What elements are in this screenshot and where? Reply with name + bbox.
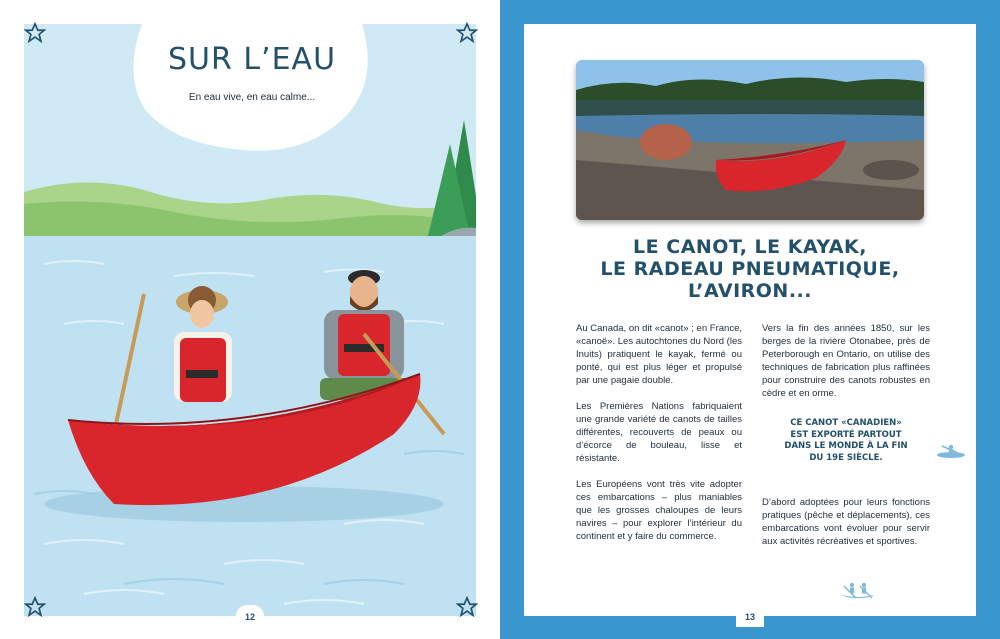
page-subtitle: En eau vive, en eau calme...: [188, 92, 316, 103]
canoe-paddlers-illustration: [24, 24, 476, 616]
page-number: 12: [236, 605, 264, 627]
paragraph: D’abord adoptées pour leurs fonctions pratiques (pêche et déplacements), ces embarcations vont évoluer pour servir aux activités récréatives et sportives.: [762, 497, 930, 547]
heading-line: LE CANOT, LE KAYAK,: [633, 236, 867, 258]
page-number: 13: [736, 605, 764, 627]
star-icon: [24, 596, 46, 618]
text-column-right: [762, 322, 930, 413]
callout-line: CE CANOT «CANADIEN»: [790, 418, 902, 428]
page-title: SUR L’EAU: [167, 42, 337, 77]
star-icon: [24, 22, 46, 44]
right-page: [500, 0, 1000, 639]
callout: [762, 418, 930, 464]
title-cloud: [132, 24, 372, 156]
paragraph: Au Canada, on dit «canot» ; en France, «canoë». Les autochtones du Nord (les Inuits) pratiquent le kayak, fermé ou ponté, qui est plus léger et propulsé par une pagaie double.: [576, 323, 742, 386]
star-icon: [456, 22, 478, 44]
callout-line: DU 19E SIÈCLE.: [809, 452, 883, 463]
paragraph: Les Européens vont très vite adopter ces embarcations – plus maniables que les grosses chaloupes de leurs navires – pour explorer l’intérieur du continent et y faire du commerce.: [576, 479, 742, 542]
heading-line: L’AVIRON...: [688, 280, 812, 302]
text-column-right-bottom: [762, 496, 930, 561]
text-column-left: [576, 322, 742, 556]
callout-line: DANS LE MONDE À LA FIN: [784, 441, 908, 451]
paragraph: Les Premières Nations fabriquaient une grande variété de canots de tailles différentes, recouverts de peaux ou d’écorce de bouleau, lisse et résistante.: [576, 401, 742, 464]
section-heading: [524, 236, 976, 302]
rowers-icon: [840, 578, 876, 600]
kayak-icon: [936, 442, 966, 460]
star-icon: [456, 596, 478, 618]
red-canoe-lake-photo: [576, 60, 924, 220]
right-content: [524, 24, 976, 616]
heading-line: LE RADEAU PNEUMATIQUE,: [600, 258, 900, 280]
callout-line: EST EXPORTÉ PARTOUT: [790, 429, 902, 440]
paragraph: Vers la fin des années 1850, sur les berges de la rivière Otonabee, près de Peterborough en Ontario, on utilise des techniques de fabrication plus raffinées pour construire des canots robustes en cèdre et en orme.: [762, 323, 930, 399]
